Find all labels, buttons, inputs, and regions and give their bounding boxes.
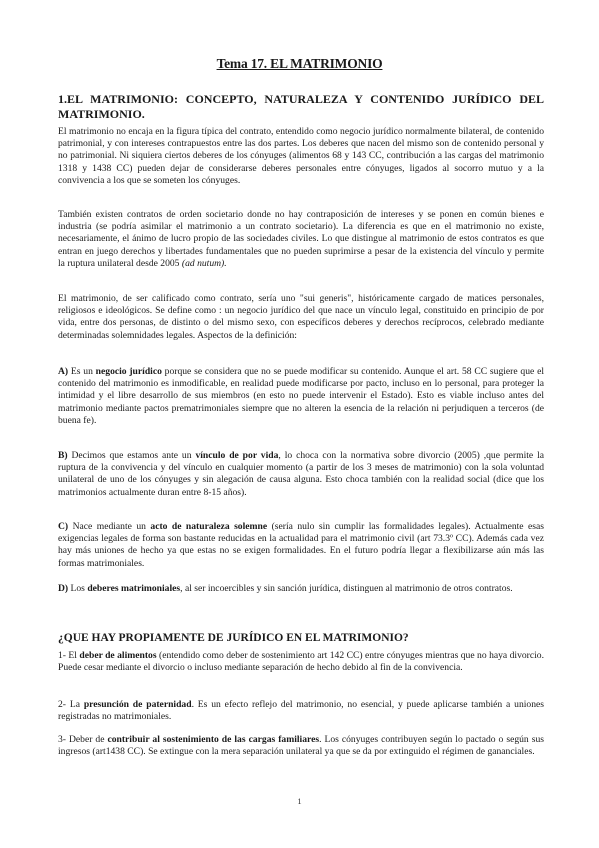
paragraph-a-bold: negocio jurídico [95,366,162,377]
paragraph-a-label: A) [58,366,69,377]
paragraph-d-rest: , al ser incoercibles y sin sanción jurídica, distinguen al matrimonio de otros contratos. [180,583,513,594]
paragraph-a-rest: porque se considera que no se puede modificar su contenido. Aunque el art. 58 CC sugiere que el contenido del matrimonio es inmodificable, en realidad puede modificarse por pacto, incluso en lo personal, para proteger la intimidad y el libre desarrollo de sus miembros (en esto no puede intervenir el Estado). Esto es viable incluso antes del matrimonio mediante pactos prematrimoniales siempre que no alteren la esencia de la relación ni perjudiquen a terceros (de buena fe). [58,366,544,426]
paragraph-d-label: D) [58,583,69,594]
list-item-3-pre: 3- Deber de [58,734,108,745]
paragraph-d-pre: Los [68,583,88,594]
paragraph-2 [58,209,544,270]
list-item-2 [58,699,544,723]
paragraph-1: El matrimonio no encaja en la figura típica del contrato, entendido como negocio jurídico normalmente bilateral, de contenido patrimonial, y con intereses contrapuestos entre las dos partes. Los deberes que nacen del mismo son de contenido personal y no patrimonial. Ni siquiera ciertos deberes de los cónyuges (alimentos 68 y 143 CC, contribución a las cargas del matrimonio 1318 y 1438 CC) pueden dejar de considerarse deberes personales entre cónyuges, ligados al socorro mutuo y a la convivencia a los que se someten los cónyuges. [58,126,544,186]
paragraph-b-label: B) [58,450,68,461]
section-heading-2: ¿QUE HAY PROPIAMENTE DE JURÍDICO EN EL MATRIMONIO? [58,632,409,644]
paragraph-b-bold: vínculo de por vida [195,450,279,461]
list-item-2-bold: presunción de paternidad [83,699,192,710]
page-title: Tema 17. EL MATRIMONIO [216,56,383,71]
paragraph-a [58,366,544,427]
paragraph-c-pre: Nace mediante un [68,521,151,532]
paragraph-c-label: C) [58,521,69,532]
paragraph-c-bold: acto de naturaleza solemne [150,521,268,532]
list-item-3-bold: contribuir al sostenimiento de las cargas familiares [107,734,320,745]
list-item-3 [58,734,544,758]
paragraph-b-pre: Decimos que estamos ante un [67,450,196,461]
list-item-3-rest: . Los cónyuges contribuyen según lo pactado o según sus ingresos (art1438 CC). Se extingue con la mera separación unilateral ya que se da por extinguido el régimen de gananciales. [58,734,544,758]
list-item-2-pre: 2- La [58,699,84,710]
paragraph-b-rest: , lo choca con la normativa sobre divorcio (2005) ,que permite la ruptura de la convivencia y del vínculo en cualquier momento (a partir de los 3 meses de matrimonio) con la sola voluntad unilateral de uno de los cónyuges y sin alegación de causa alguna. Esto choca también con la realidad social (dice que los matrimonios actualmente duran entre 8-15 años). [58,450,545,498]
list-item-1-rest: (entendido como deber de sostenimiento art 142 CC) entre cónyuges mientras que no haya divorcio. Puede cesar mediante el divorcio o incluso mediante separación de hecho debido al fin de la convivencia. [58,650,544,674]
list-item-2-rest: . Es un efecto reflejo del matrimonio, no esencial, y puede aplicarse también a uniones registradas no matrimoniales. [58,699,545,723]
paragraph-a-pre: Es un [68,366,96,377]
section-heading-1: 1.EL MATRIMONIO: CONCEPTO, NATURALEZA Y CONTENIDO JURÍDICO DEL MATRIMONIO. [58,92,544,121]
paragraph-b [58,450,544,499]
paragraph-c [58,521,544,570]
paragraph-c-rest: (sería nulo sin cumplir las formalidades legales). Actualmente esas exigencias legales de forma son bastante reducidas en la actualidad para el matrimonio civil (art 73.3º CC). Además cada vez hay más uniones de hecho ya que estas no se exigen formalidades. En el futuro podría llegar a flexibilizarse aún más las formas matrimoniales. [58,521,544,569]
list-item-1-pre: 1- El [58,650,80,661]
list-item-1 [58,650,544,674]
paragraph-d-bold: deberes matrimoniales [87,583,181,594]
paragraph-2-text: También existen contratos de orden societario donde no hay contraposición de intereses y se ponen en común bienes e industria (se podría asimilar el matrimonio a un contrato societario). La diferencia es que en el matrimonio no existe, necesariamente, el ánimo de lucro propio de las sociedades civiles. Lo que distingue al matrimonio de estos contratos es que entran en juego derechos y libertades fundamentales que no pueden suprimirse a pesar de la existencia del vínculo y permite la ruptura unilateral desde 2005 [58,209,544,269]
paragraph-d [58,583,544,595]
list-item-1-bold: deber de alimentos [79,650,157,661]
paragraph-2-italic: (ad nutum). [181,257,227,269]
page-number: 1 [297,796,302,806]
paragraph-3: El matrimonio, de ser calificado como contrato, sería uno "sui generis", históricamente cargado de matices personales, religiosos e ideológicos. Se define como : un negocio jurídico del que nace un vínculo legal, constituido en principio de por vida, entre dos personas, de distinto o del mismo sexo, con específicos deberes y derechos recíprocos, celebrado mediante determinadas solemnidades legales. Aspectos de la definición: [58,293,544,341]
